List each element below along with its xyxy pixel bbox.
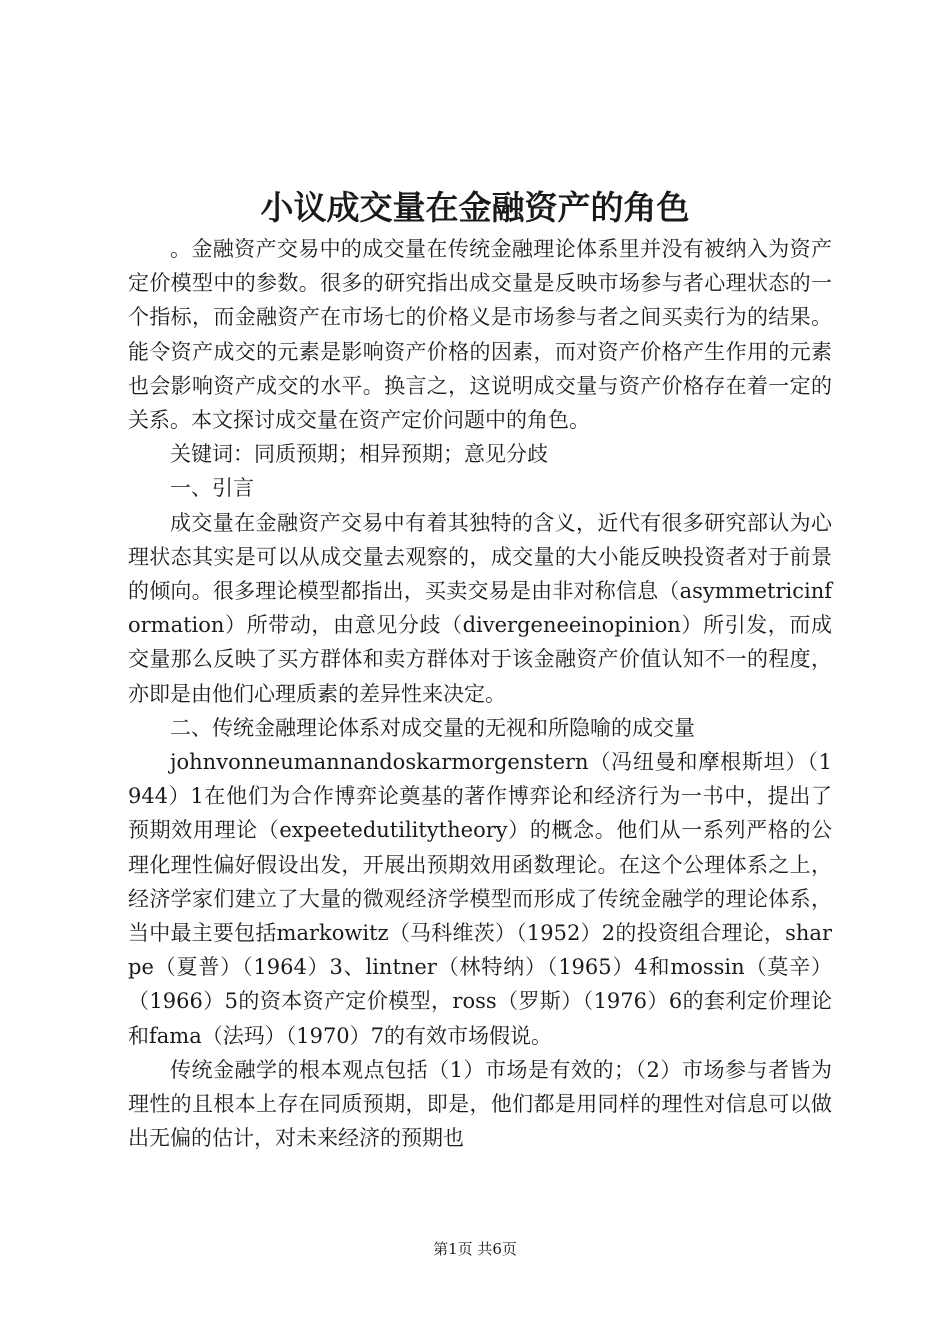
keywords-line: 关键词：同质预期；相异预期；意见分歧	[170, 442, 548, 467]
abstract-paragraph: 。金融资产交易中的成交量在传统金融理论体系里并没有被纳入为资产定价模型中的参数。很多的研究指出成交量是反映市场参与者心理状态的一个指标，而金融资产在市场七的价格义是市场参与者之间买卖行为的结果。能令资产成交的元素是影响资产价格的因素，而对资产价格产生作用的元素也会影响资产成交的水平。换言之，这说明成交量与资产价格存在着一定的关系。本文探讨成交量在资产定价问题中的角色。	[128, 237, 832, 433]
page-number-footer: 第1页 共6页	[433, 1240, 517, 1258]
section-heading-traditional-theory: 二、传统金融理论体系对成交量的无视和所隐喻的成交量	[170, 715, 695, 740]
body-paragraph: 成交量在金融资产交易中有着其独特的含义，近代有很多研究部认为心理状态其实是可以从成交量去观察的，成交量的大小能反映投资者对于前景的倾向。很多理论模型都指出，买卖交易是由非对称信息（asymmetricinformation）所带动，由意见分歧（divergeneeinopinion）所引发，而成交量那么反映了买方群体和卖方群体对于该金融资产价值认知不一的程度，亦即是由他们心理质素的差异性来决定。	[128, 510, 832, 706]
document-body	[128, 232, 832, 1155]
body-paragraph: 传统金融学的根本观点包括（1）市场是有效的；（2）市场参与者皆为理性的且根本上存在同质预期，即是，他们都是用同样的理性对信息可以做出无偏的估计，对未来经济的预期也	[128, 1057, 832, 1151]
body-paragraph: johnvonneumannandoskarmorgenstern（冯纽曼和摩根斯坦）（1944）1在他们为合作博弈论奠基的著作博弈论和经济行为一书中，提出了预期效用理论（expeetedutilitytheory）的概念。他们从一系列严格的公理化理性偏好假设出发，开展出预期效用函数理论。在这个公理体系之上，经济学家们建立了大量的微观经济学模型而形成了传统金融学的理论体系，当中最主要包括markowitz（马科维茨）（1952）2的投资组合理论，sharpe（夏普）（1964）3、lintner（林特纳）（1965）4和mossin（莫辛）（1966）5的资本资产定价模型，ross（罗斯）（1976）6的套利定价理论和fama（法玛）（1970）7的有效市场假说。	[128, 750, 832, 1048]
document-title: 小议成交量在金融资产的角色	[260, 188, 690, 227]
section-heading-introduction: 一、引言	[170, 476, 254, 501]
